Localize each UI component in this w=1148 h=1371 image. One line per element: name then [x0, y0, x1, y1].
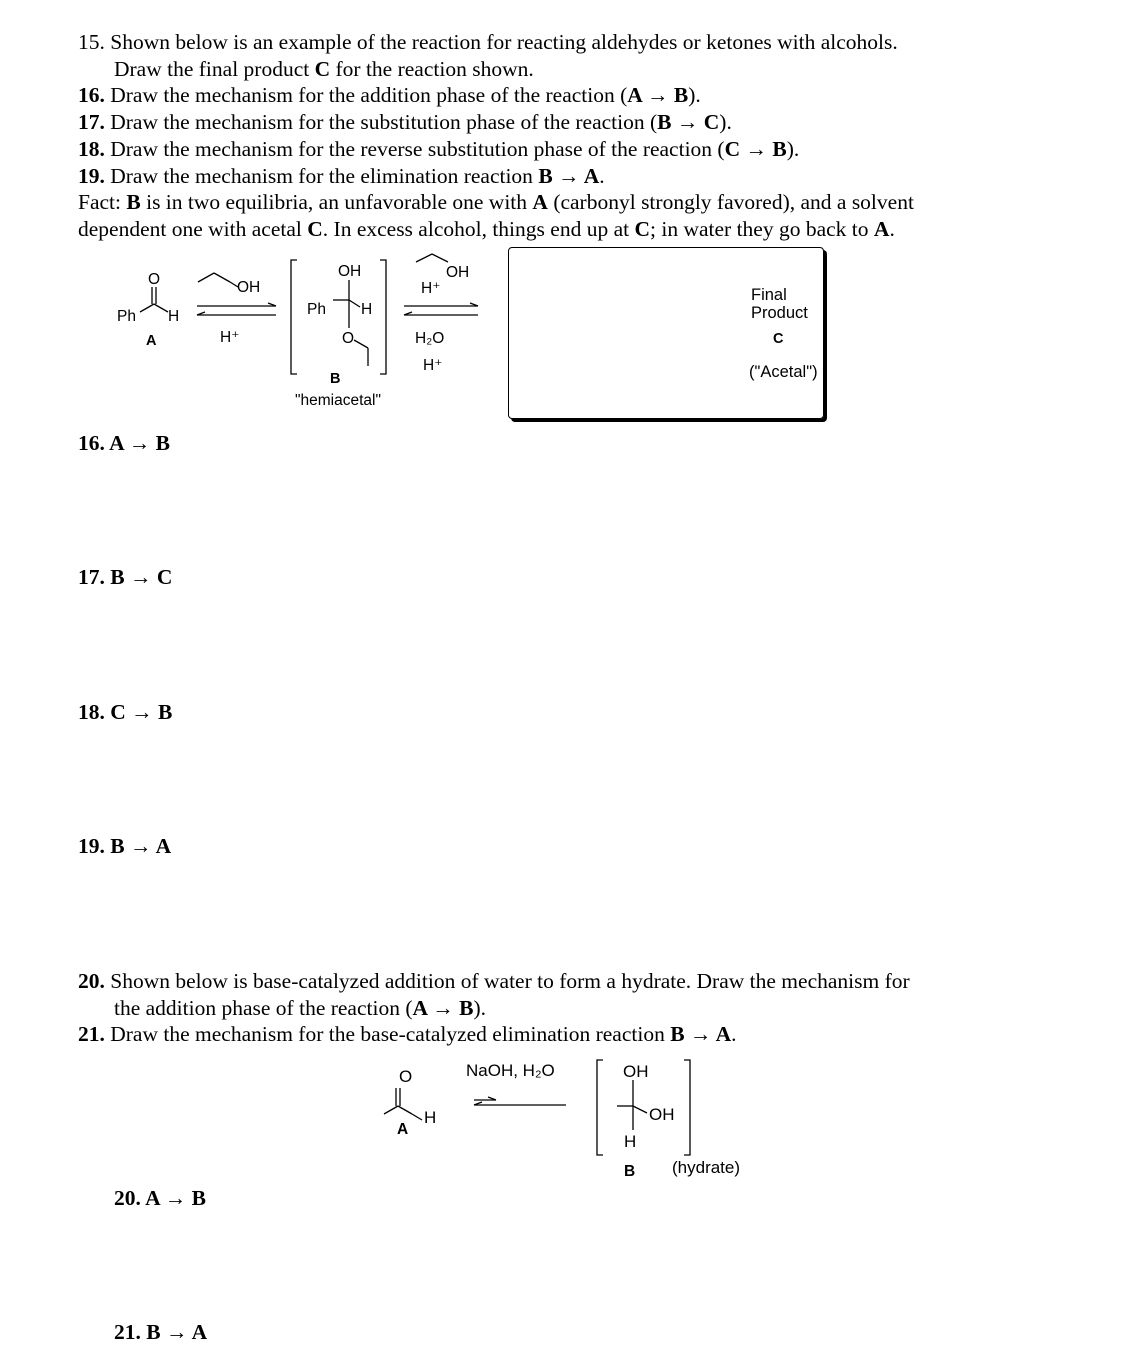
- h-plus-1: H⁺: [220, 329, 240, 346]
- question-20: 20. Shown below is base-catalyzed addition of water to form a hydrate. Draw the mechanism for: [78, 969, 910, 993]
- label-b-2: B: [624, 1163, 636, 1180]
- question-20-line2: the addition phase of the reaction (A → B).: [114, 995, 486, 1020]
- hemiacetal-label: "hemiacetal": [295, 392, 381, 409]
- h-plus-2: H⁺: [421, 280, 441, 297]
- label-b-1: B: [330, 371, 341, 387]
- o-label-a: O: [148, 271, 161, 288]
- reagent-label: NaOH, H₂O: [466, 1061, 555, 1080]
- h-label-2a: H: [424, 1108, 437, 1127]
- oh-hydrate-top: OH: [623, 1062, 649, 1081]
- answer-label-16: 16. A → B: [78, 431, 170, 455]
- label-a-1: A: [146, 333, 157, 349]
- h-label-2b: H: [624, 1132, 637, 1151]
- question-17: 17. Draw the mechanism for the substitution phase of the reaction (B → C).: [78, 110, 732, 135]
- answer-label-17: 17. B → C: [78, 565, 173, 589]
- answer-label-18: 18. C → B: [78, 700, 173, 724]
- reaction-scheme-2: [0, 1050, 1148, 1250]
- final-label: Final: [751, 286, 787, 304]
- oh-hemiacetal: OH: [338, 263, 362, 280]
- h-label-b: H: [361, 301, 373, 318]
- answer-label-19: 19. B → A: [78, 834, 172, 858]
- fact-line-2: dependent one with acetal C. In excess alcohol, things end up at C; in water they go back to A.: [78, 216, 895, 241]
- questions-block-2: [78, 968, 910, 1048]
- product-label: Product: [751, 304, 808, 322]
- oh-ethanol-1: OH: [237, 279, 261, 296]
- h2o-label: H₂O: [415, 330, 445, 347]
- h-label-a: H: [168, 308, 180, 325]
- hydrate-label: (hydrate): [672, 1158, 741, 1177]
- label-a-2: A: [397, 1121, 409, 1138]
- ph-label-a: Ph: [117, 308, 136, 325]
- answer-label-21: 21. B → A: [114, 1320, 208, 1344]
- o-label-b: O: [342, 330, 355, 347]
- question-19: 19. Draw the mechanism for the elimination reaction B → A.: [78, 163, 605, 188]
- question-21: 21. Draw the mechanism for the base-catalyzed elimination reaction B → A.: [78, 1022, 737, 1047]
- question-16: 16. Draw the mechanism for the addition phase of the reaction (A → B).: [78, 83, 701, 108]
- question-18: 18. Draw the mechanism for the reverse substitution phase of the reaction (C → B).: [78, 136, 800, 161]
- acetal-label: ("Acetal"): [749, 363, 818, 381]
- question-15-line2: Draw the final product C for the reaction shown.: [114, 56, 534, 81]
- answer-label-20: 20. A → B: [114, 1186, 206, 1210]
- fact-line-1: Fact: B is in two equilibria, an unfavorable one with A (carbonyl strongly favored), and a solvent: [78, 190, 914, 215]
- ph-label-b: Ph: [307, 301, 326, 318]
- question-15: 15. Shown below is an example of the reaction for reacting aldehydes or ketones with alcohols.: [78, 30, 898, 54]
- o-label-2: O: [399, 1067, 413, 1086]
- h-plus-3: H⁺: [423, 357, 443, 374]
- label-c: C: [773, 331, 784, 347]
- oh-hydrate-right: OH: [649, 1105, 675, 1124]
- oh-ethanol-2: OH: [446, 264, 470, 281]
